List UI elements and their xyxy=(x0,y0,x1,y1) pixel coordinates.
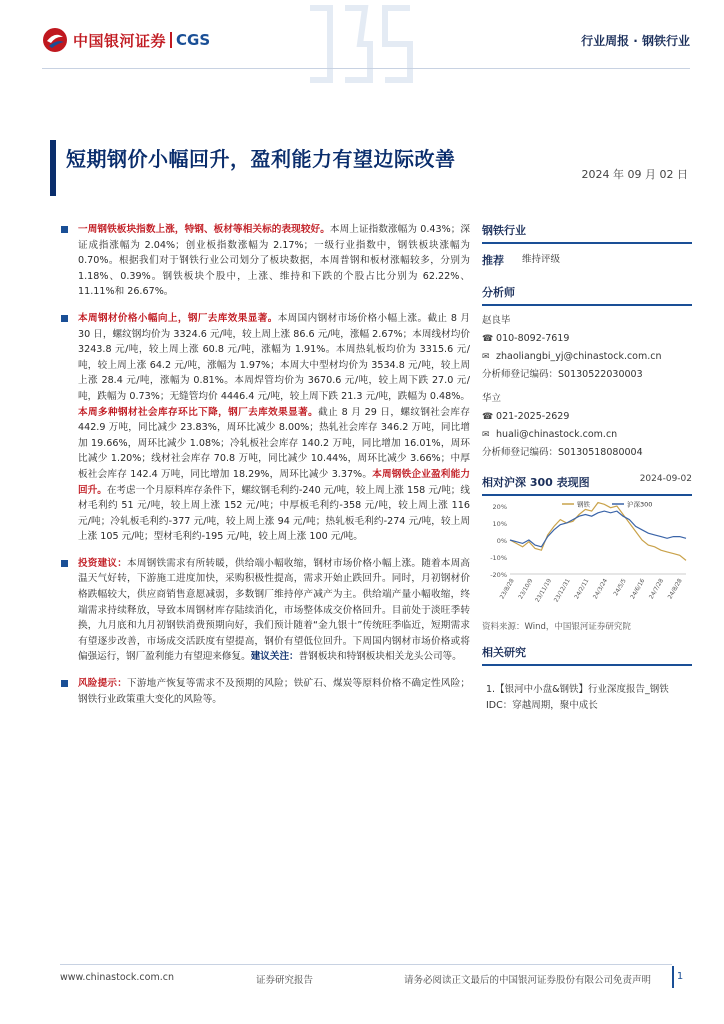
paragraph-body: 本周钢铁需求有所转暖，供给端小幅收缩，钢材市场价格小幅上涨。随着本周高温天气好转，下游施工进度加快，采购积极性提高，需求开始止跌回升。同时，月初钢材价格跌幅较大，供应商销售意愿减弱，多数钢厂维持停产减产为主。供给端产量小幅收缩，终端需求持续释放，导致本周钢材库存陆续消化，市场整体成交价格回升。目前处于淡旺季转换，九月底和九月初钢铁消费预期向好，我们预计随着“金九银十”传统旺季临近，短期需求有望逐步改善，市场成交活跃度有望提高，钢价有望低位回升。下周国内钢材市场价格或将偏强运行，钢厂盈利能力有望迎来修复。 xyxy=(78,557,471,663)
analyst-phone-row xyxy=(482,408,692,426)
analyst-phone-row xyxy=(482,330,692,348)
series-line-hs300 xyxy=(510,511,686,547)
legend-label: 沪深300 xyxy=(627,500,653,509)
bullet-square-icon xyxy=(61,560,68,567)
y-tick-label: -20% xyxy=(490,571,507,579)
rating-label: 推荐 xyxy=(482,254,504,267)
risk-warning-paragraph xyxy=(60,676,470,707)
analyst-phone: 010-8092-7619 xyxy=(496,333,570,344)
investment-advice-paragraph xyxy=(60,556,470,665)
price-inventory-paragraph xyxy=(60,311,470,545)
logo-text-cn: 中国银河证券 xyxy=(73,31,167,50)
page-header xyxy=(0,0,724,90)
title-accent-bar xyxy=(50,140,56,196)
email-icon: ✉ xyxy=(482,352,490,362)
logo-separator xyxy=(170,32,172,48)
summary-paragraph xyxy=(60,222,470,300)
phone-icon: ☎ xyxy=(482,334,494,344)
related-heading: 相关研究 xyxy=(482,644,692,666)
paragraph-tail-2: 普钢板块和特钢板块相关龙头公司等。 xyxy=(298,651,462,663)
paragraph-lead: 一周钢铁板块指数上涨，特钢、板材等相关标的表现较好。 xyxy=(78,224,330,235)
paragraph-lead-2: 本周钢铁企业盈利能力回升。 xyxy=(78,468,470,496)
x-tick-label: 23/11/19 xyxy=(534,578,554,604)
footer-doc-type: 证券研究报告 xyxy=(256,975,314,986)
logo-text-en: CGS xyxy=(176,31,211,49)
analyst-cert: S0130522030003 xyxy=(558,369,643,380)
cgs-logo-icon xyxy=(42,27,68,53)
analyst-cert-row xyxy=(482,366,692,384)
bullet-square-icon xyxy=(61,680,68,687)
x-tick-label: 23/10/9 xyxy=(518,578,535,601)
x-tick-label: 24/6/16 xyxy=(630,578,647,601)
cert-label: 分析师登记编码： xyxy=(482,447,559,458)
cert-label: 分析师登记编码： xyxy=(482,369,559,380)
analyst-name: 华立 xyxy=(482,393,502,404)
report-type-label: 行业周报 · 钢铁行业 xyxy=(581,34,690,48)
analyst-email[interactable]: huali@chinastock.com.cn xyxy=(496,429,618,440)
report-title: 短期钢价小幅回升，盈利能力有望边际改善 xyxy=(66,147,456,171)
footer-divider xyxy=(60,964,672,965)
analyst-phone: 021-2025-2629 xyxy=(496,411,570,422)
industry-heading: 钢铁行业 xyxy=(482,222,692,244)
paragraph-lead: 投资建议： xyxy=(78,557,128,569)
x-tick-label: 24/7/28 xyxy=(648,578,666,601)
paragraph-body: 本周国内钢材市场价格小幅上涨。截止 8 月 30 日，螺纹钢均价为 3324.6 元/吨，较上周上涨 86.6 元/吨，涨幅 2.67%；本周线材均价 3243.8 元/吨，较上周上涨 60.8 元/吨，涨幅为 1.91%。本周热轧板均价为 3315.6 元/吨，较上周上涨 64.2 元/吨，涨幅为 1.97%；本周大中型材均价为 3534.8 元/吨，较上周上涨 28.4 元/吨，涨幅为 0.81%。本周焊管均价为 3670.6 元/吨，较上周下跌 27.0 元/吨，跌幅为 0.73%；无缝管均价 4446.4 元/吨，较上周下跌 21.3 元/吨，跌幅为 0.48%。 xyxy=(78,312,470,402)
x-tick-label: 24/5/5 xyxy=(613,578,628,598)
analyst-cert: S0130518080004 xyxy=(558,447,643,458)
analyst-cert-row xyxy=(482,444,692,462)
phone-icon: ☎ xyxy=(482,412,494,422)
y-tick-label: 0% xyxy=(496,537,507,545)
header-divider xyxy=(42,68,690,69)
series-line-steel xyxy=(510,503,686,561)
legend-label: 钢铁 xyxy=(577,500,590,509)
analyst-email-row[interactable] xyxy=(482,348,692,366)
y-tick-label: -10% xyxy=(490,554,507,562)
analyst-heading: 分析师 xyxy=(482,284,692,306)
x-tick-label: 23/8/28 xyxy=(499,578,516,601)
chart-source: 资料来源：Wind，中国银河证券研究院 xyxy=(482,622,631,632)
related-item[interactable]: 1.【银河中小盘&钢铁】行业深度报告_钢铁 IDC：穿越周期，聚中成长 xyxy=(486,684,669,711)
paragraph-body: 本周上证指数涨幅为 0.43%；深证成指涨幅为 2.04%；创业板指数涨幅为 2.17%；一级行业指数中，钢铁板块涨幅为 0.70%。根据我们对于钢铁行业公司划分了板块数据，本周普钢和板材涨幅较多，分别为 1.18%、0.39%。钢铁板块个股中，上涨、维持和下跌的个股占比分别为 62.22%、11.11%和 26.67%。 xyxy=(78,224,471,298)
sidebar xyxy=(482,222,692,714)
x-tick-label: 24/8/28 xyxy=(667,578,684,601)
company-logo xyxy=(42,26,210,54)
rating-row xyxy=(482,252,692,268)
bullet-square-icon xyxy=(61,226,68,233)
chart-heading: 相对沪深 300 表现图 xyxy=(482,476,590,489)
cgs-watermark-icon xyxy=(300,0,420,88)
email-icon: ✉ xyxy=(482,430,490,440)
paragraph-body: 下游地产恢复等需求不及预期的风险；铁矿石、煤炭等原料价格不确定性风险；钢铁行业政策重大变化的风险等。 xyxy=(78,678,471,705)
paragraph-mid-lead: 本周多种钢材社会库存环比下降，钢厂去库效果显著。 xyxy=(78,406,319,418)
chart-heading-row xyxy=(482,474,692,496)
x-tick-label: 24/3/24 xyxy=(592,578,610,601)
paragraph-lead: 风险提示： xyxy=(78,678,128,690)
analyst-card xyxy=(482,390,692,462)
analyst-email[interactable]: zhaoliangbi_yj@chinastock.com.cn xyxy=(496,351,662,362)
rating-value: 维持评级 xyxy=(522,254,561,265)
y-tick-label: 10% xyxy=(492,520,507,528)
bullet-square-icon xyxy=(61,315,68,322)
x-tick-label: 23/12/31 xyxy=(553,578,572,604)
paragraph-lead: 本周钢材价格小幅向上，钢厂去库效果显著。 xyxy=(78,312,278,324)
paragraph-tail: 截止 8 月 29 日，螺纹钢社会库存 442.9 万吨，同比减少 23.83%，周环比减少 8.00%；热轧社会库存 346.2 万吨，同比增加 19.66%，周环比减少 1.08%；冷轧板社会库存 140.2 万吨，同比增加 16.01%，周环比减少 1.20%；线材社会库存 70.8 万吨，同比减少 10.44%，周环比减少 3.66%；中厚板社会库存 142.4 万吨，同比增加 18.29%，周环比减少 3.37%。 xyxy=(78,406,471,480)
y-tick-label: 20% xyxy=(492,503,507,511)
main-content xyxy=(60,222,470,718)
paragraph-lead-2: 建议关注： xyxy=(250,651,299,663)
relative-performance-chart xyxy=(482,496,692,614)
x-tick-label: 24/2/11 xyxy=(574,578,591,601)
footer-website[interactable]: www.chinastock.com.cn xyxy=(60,972,174,983)
page-number: 1 xyxy=(672,966,686,988)
footer-disclaimer: 请务必阅读正文最后的中国银河证券股份有限公司免责声明 xyxy=(404,975,652,986)
report-date: 2024 年 09 月 02 日 xyxy=(581,168,688,181)
chart-date: 2024-09-02 xyxy=(639,474,692,484)
analyst-email-row[interactable] xyxy=(482,426,692,444)
analyst-name: 赵良毕 xyxy=(482,315,511,326)
paragraph-tail-2: 在考虑一个月原料库存条件下，螺纹钢毛利约-240 元/吨，较上周上涨 158 元/吨；线材毛利约 51 元/吨，较上周上涨 152 元/吨；中厚板毛利约-358 元/吨，较上周上涨 116 元/吨；冷轧板毛利约-377 元/吨，较上周上涨 94 元/吨；热轧板毛利约-274 元/吨，较上周上涨 105 元/吨；型材毛利约-195 元/吨，较上周上涨 100 元/吨。 xyxy=(78,484,471,543)
analyst-card xyxy=(482,312,692,384)
